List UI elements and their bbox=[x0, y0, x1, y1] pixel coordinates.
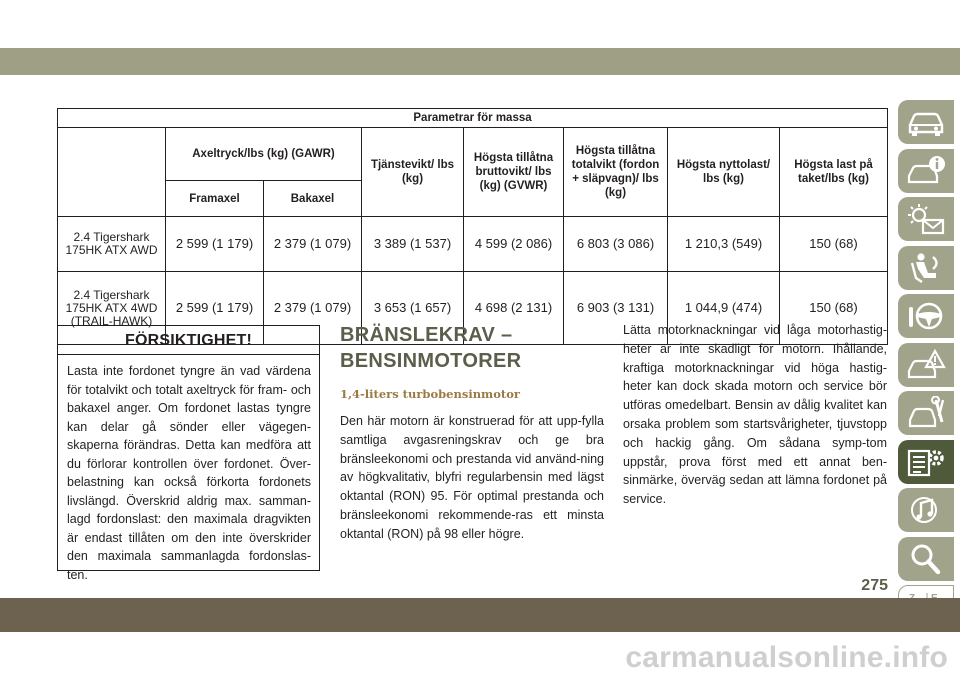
bottom-band bbox=[0, 598, 960, 678]
caution-text: Lasta inte fordonet tyngre än vad värdena för totalvikt och totalt axeltryck för fram- och bakaxel anger. Om fordonet lastas tyngre kan delar gå sönder eller vägegen-skaperna förändras. Detta kan medföra att du förlorar kontrollen över fordonet. Över-belastning kan också förkorta fordonets livslängd. Överskrid aldrig max. samman-lagd fordonslast: den maximala dragvikten är endast tillåten om den inte överskrider den maximala sammanlagda fordonslas-ten. bbox=[67, 364, 311, 582]
chapter-sidebar bbox=[896, 100, 960, 634]
table-cell-front: 2 599 (1 179) bbox=[166, 272, 264, 345]
table-head-curb: Tjänstevikt/ lbs (kg) bbox=[362, 128, 464, 217]
section-title-line2: BENSINMOTORER bbox=[340, 350, 522, 372]
tab-multimedia[interactable] bbox=[898, 488, 954, 532]
airbag-seat-icon bbox=[906, 251, 946, 285]
tab-specifications[interactable] bbox=[898, 440, 954, 484]
car-info-icon bbox=[906, 154, 946, 188]
warning-lights-icon bbox=[906, 202, 946, 236]
section-right-body: Lätta motorknackningar vid låga motorhastig-heter är inte skadligt för motorn. Ihållande, kraftiga motorknackningar vid höga hastig-heter kan dock skada motorn och service bör utföras omedelbart. Bensin av dålig kvalitet kan orsaka problem som startsvårigheter, tjuvstopp och hackig gång. Om sådana symp-tom uppstår, prova först med ett annat ben-sinmärke, överväg sedan att lämna fordonet på service. bbox=[623, 323, 887, 507]
top-header-bar bbox=[0, 48, 960, 75]
table-head-front: Framaxel bbox=[166, 181, 264, 217]
table-cell-gvwr: 4 599 (2 086) bbox=[464, 217, 564, 272]
page-number: 275 bbox=[861, 577, 888, 594]
table-cell-gcwr: 6 903 (3 131) bbox=[564, 272, 668, 345]
table-cell-payload: 1 210,3 (549) bbox=[668, 217, 780, 272]
table-cell-roof: 150 (68) bbox=[780, 217, 888, 272]
tab-car-front[interactable] bbox=[898, 100, 954, 144]
tab-airbag-seat[interactable] bbox=[898, 246, 954, 290]
section-title-line1: BRÄNSLEKRAV – bbox=[340, 324, 513, 346]
table-cell-roof: 150 (68) bbox=[780, 272, 888, 345]
tab-warning-lights[interactable] bbox=[898, 197, 954, 241]
table-cell-model: 2.4 Tigershark 175HK ATX 4WD (TRAIL-HAWK) bbox=[58, 272, 166, 345]
watermark-text: carmanualsonline.info bbox=[625, 641, 948, 674]
table-head-empty bbox=[58, 128, 166, 217]
search-magnifier-icon bbox=[906, 542, 946, 576]
tab-car-emergency[interactable] bbox=[898, 343, 954, 387]
multimedia-music-icon bbox=[906, 493, 946, 527]
table-cell-model: 2.4 Tigershark 175HK ATX AWD bbox=[58, 217, 166, 272]
table-head-gcwr: Högsta tillåtna totalvikt (fordon + släpvagn)/ lbs (kg) bbox=[564, 128, 668, 217]
section-subtitle: 1,4-liters turbobensinmotor bbox=[340, 387, 520, 401]
table-cell-front: 2 599 (1 179) bbox=[166, 217, 264, 272]
table-head-axle: Axeltryck/lbs (kg) (GAWR) bbox=[166, 128, 362, 181]
top-band bbox=[0, 0, 960, 76]
steering-wheel-icon bbox=[906, 299, 946, 333]
table-head-payload: Högsta nyttolast/ lbs (kg) bbox=[668, 128, 780, 217]
table-head-gvwr: Högsta tillåtna bruttovikt/ lbs (kg) (GVWR) bbox=[464, 128, 564, 217]
table-caption: Parametrar för massa bbox=[58, 109, 888, 128]
bottom-footer-bar bbox=[0, 598, 960, 632]
service-tools-icon bbox=[906, 396, 946, 430]
table-cell-curb: 3 389 (1 537) bbox=[362, 217, 464, 272]
tab-car-info[interactable] bbox=[898, 149, 954, 193]
car-emergency-icon bbox=[906, 348, 946, 382]
tab-steering-wheel[interactable] bbox=[898, 294, 954, 338]
table-head-roof: Högsta last på taket/lbs (kg) bbox=[780, 128, 888, 217]
mass-parameters-table bbox=[57, 108, 888, 345]
tab-service-tools[interactable] bbox=[898, 391, 954, 435]
table-head-rear: Bakaxel bbox=[264, 181, 362, 217]
table-cell-payload: 1 044,9 (474) bbox=[668, 272, 780, 345]
table-cell-gvwr: 4 698 (2 131) bbox=[464, 272, 564, 345]
fuel-section bbox=[340, 322, 604, 544]
table-cell-curb: 3 653 (1 657) bbox=[362, 272, 464, 345]
table-cell-rear: 2 379 (1 079) bbox=[264, 217, 362, 272]
caution-title: FÖRSIKTIGHET! bbox=[58, 326, 319, 355]
caution-box bbox=[57, 325, 320, 582]
tab-search[interactable] bbox=[898, 537, 954, 581]
table-cell-rear: 2 379 (1 079) bbox=[264, 272, 362, 345]
section-body: Den här motorn är konstruerad för att upp-fylla samtliga avgasreningskrav och ge bra bränsleekonomi och prestanda vid använd-ning av högkvalitativ, blyfri regularbensin med lägst oktantal (RON) 95. För optimal prestanda och bränsleekonomi rekommende-ras ett minsta oktantal (RON) på 98 eller högre. bbox=[340, 414, 604, 541]
table-row bbox=[58, 217, 888, 272]
specifications-gear-icon bbox=[906, 445, 946, 479]
table-cell-gcwr: 6 803 (3 086) bbox=[564, 217, 668, 272]
car-front-icon bbox=[906, 105, 946, 139]
